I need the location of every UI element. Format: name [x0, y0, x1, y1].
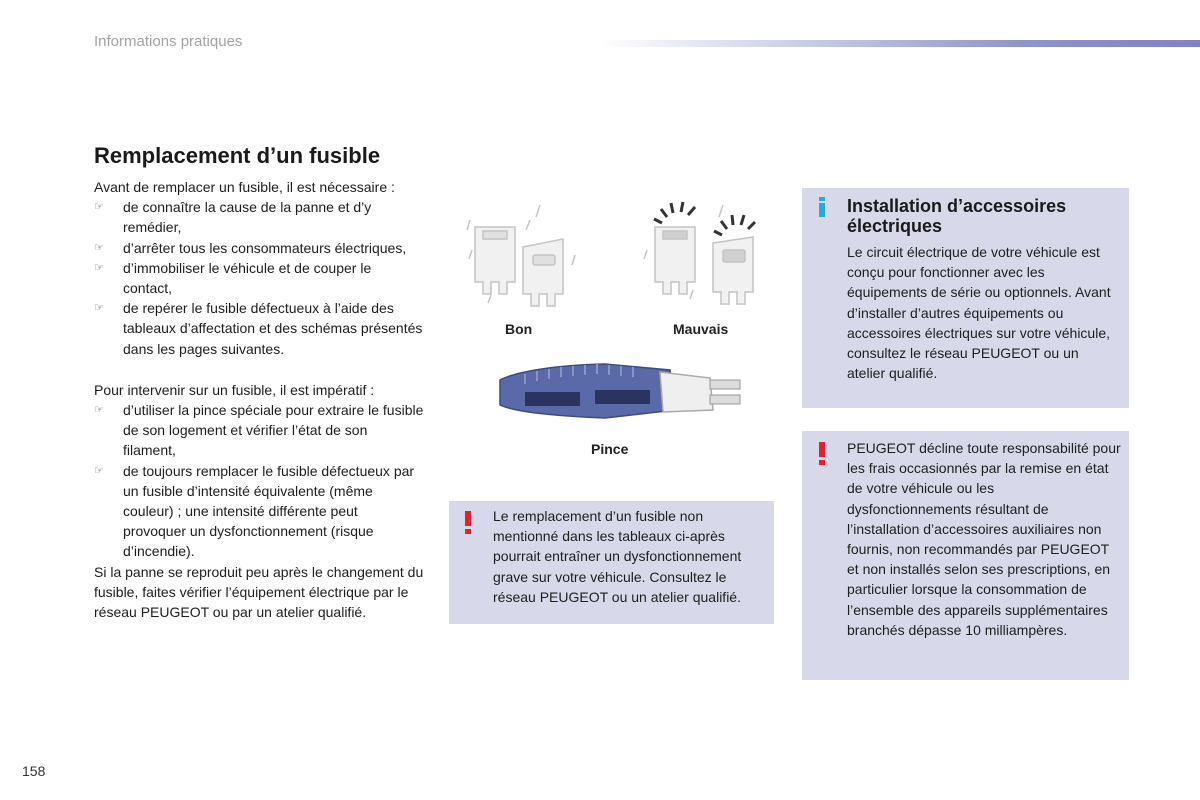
- main-text-column: [94, 177, 424, 622]
- list-item-text: d’utiliser la pince spéciale pour extraire le fusible de son logement et vérifier l’état de son filament,: [123, 402, 424, 459]
- fuse-pliers-icon: [495, 350, 750, 445]
- label-bad: Mauvais: [673, 321, 729, 337]
- section-title: Remplacement d’un fusible: [94, 143, 381, 168]
- header-decorative-bar: [600, 40, 1200, 47]
- good-fuse-icon: [467, 205, 575, 306]
- list-item: [94, 197, 424, 237]
- intro-list: [94, 197, 424, 359]
- warning-right-text: PEUGEOT décline toute responsabilité pour les frais occasionnés par la remise en état de votre véhicule ou les dysfonctionnements résultant de l’installation d’accessoires auxiliaires non fournis, non recommandés par PEUGEOT et non installés selon ses prescriptions, en particulier lorsque la consommation de l’ensemble des appareils supplémentaires branchés dépasse 10 milliampères.: [847, 440, 1121, 638]
- warning-box-center: [449, 501, 774, 624]
- label-good: Bon: [505, 321, 533, 337]
- finger-pointing-bullet-icon: ☞: [94, 404, 104, 417]
- procedure-list: [94, 400, 424, 562]
- list-item: [94, 238, 424, 258]
- list-item-text: de repérer le fusible défectueux à l’aide des tableaux d’affectation et des schémas présentés dans les pages suivantes.: [123, 300, 423, 357]
- fuse-illustration: [455, 195, 775, 320]
- list-item-text: d’arrêter tous les consommateurs électriques,: [123, 239, 407, 256]
- list-item: [94, 258, 424, 298]
- info-box-title: Installation d’accessoires électriques: [847, 196, 1067, 236]
- info-box-text: Le circuit électrique de votre véhicule est conçu pour fonctionner avec les équipements de série ou optionnels. Avant d’installer d’autres équipements ou accessoires électriques sur votre véhicule, consultez le réseau PEUGEOT ou un atelier qualifié.: [847, 244, 1111, 382]
- procedure-closing: Si la panne se reproduit peu après le changement du fusible, faites vérifier l’équipement électrique par le réseau PEUGEOT ou par un atelier qualifié.: [94, 563, 424, 621]
- list-item: [94, 400, 424, 461]
- warning-center-text: Le remplacement d’un fusible non mentionné dans les tableaux ci-après pourrait entraîner un dysfonctionnement grave sur votre véhicule. Consultez le réseau PEUGEOT ou un atelier qualifié.: [493, 508, 742, 605]
- info-box: [802, 188, 1129, 408]
- warning-exclamation-icon: [819, 442, 825, 464]
- warning-exclamation-icon: [465, 511, 471, 533]
- procedure-lead: Pour intervenir sur un fusible, il est impératif :: [94, 381, 375, 398]
- list-item-text: de connaître la cause de la panne et d’y remédier,: [123, 199, 372, 236]
- header-title: Informations pratiques: [94, 33, 243, 50]
- intro-lead: Avant de remplacer un fusible, il est nécessaire :: [94, 179, 395, 195]
- list-item-text: de toujours remplacer le fusible défectueux par un fusible d’intensité équivalente (même couleur) ; une intensité différente peut provoquer un dysfonctionnement (risque d’incendie).: [123, 462, 415, 560]
- list-item: [94, 461, 424, 562]
- warning-box-right: [802, 431, 1129, 680]
- finger-pointing-bullet-icon: ☞: [94, 261, 104, 274]
- finger-pointing-bullet-icon: ☞: [94, 201, 104, 214]
- finger-pointing-bullet-icon: ☞: [94, 241, 104, 254]
- page-number: 158: [22, 763, 46, 779]
- label-pliers: Pince: [591, 441, 629, 457]
- list-item: [94, 298, 424, 359]
- finger-pointing-bullet-icon: ☞: [94, 302, 104, 315]
- finger-pointing-bullet-icon: ☞: [94, 464, 104, 477]
- bad-fuse-icon: [644, 202, 755, 304]
- list-item-text: d’immobiliser le véhicule et de couper le contact,: [123, 259, 372, 297]
